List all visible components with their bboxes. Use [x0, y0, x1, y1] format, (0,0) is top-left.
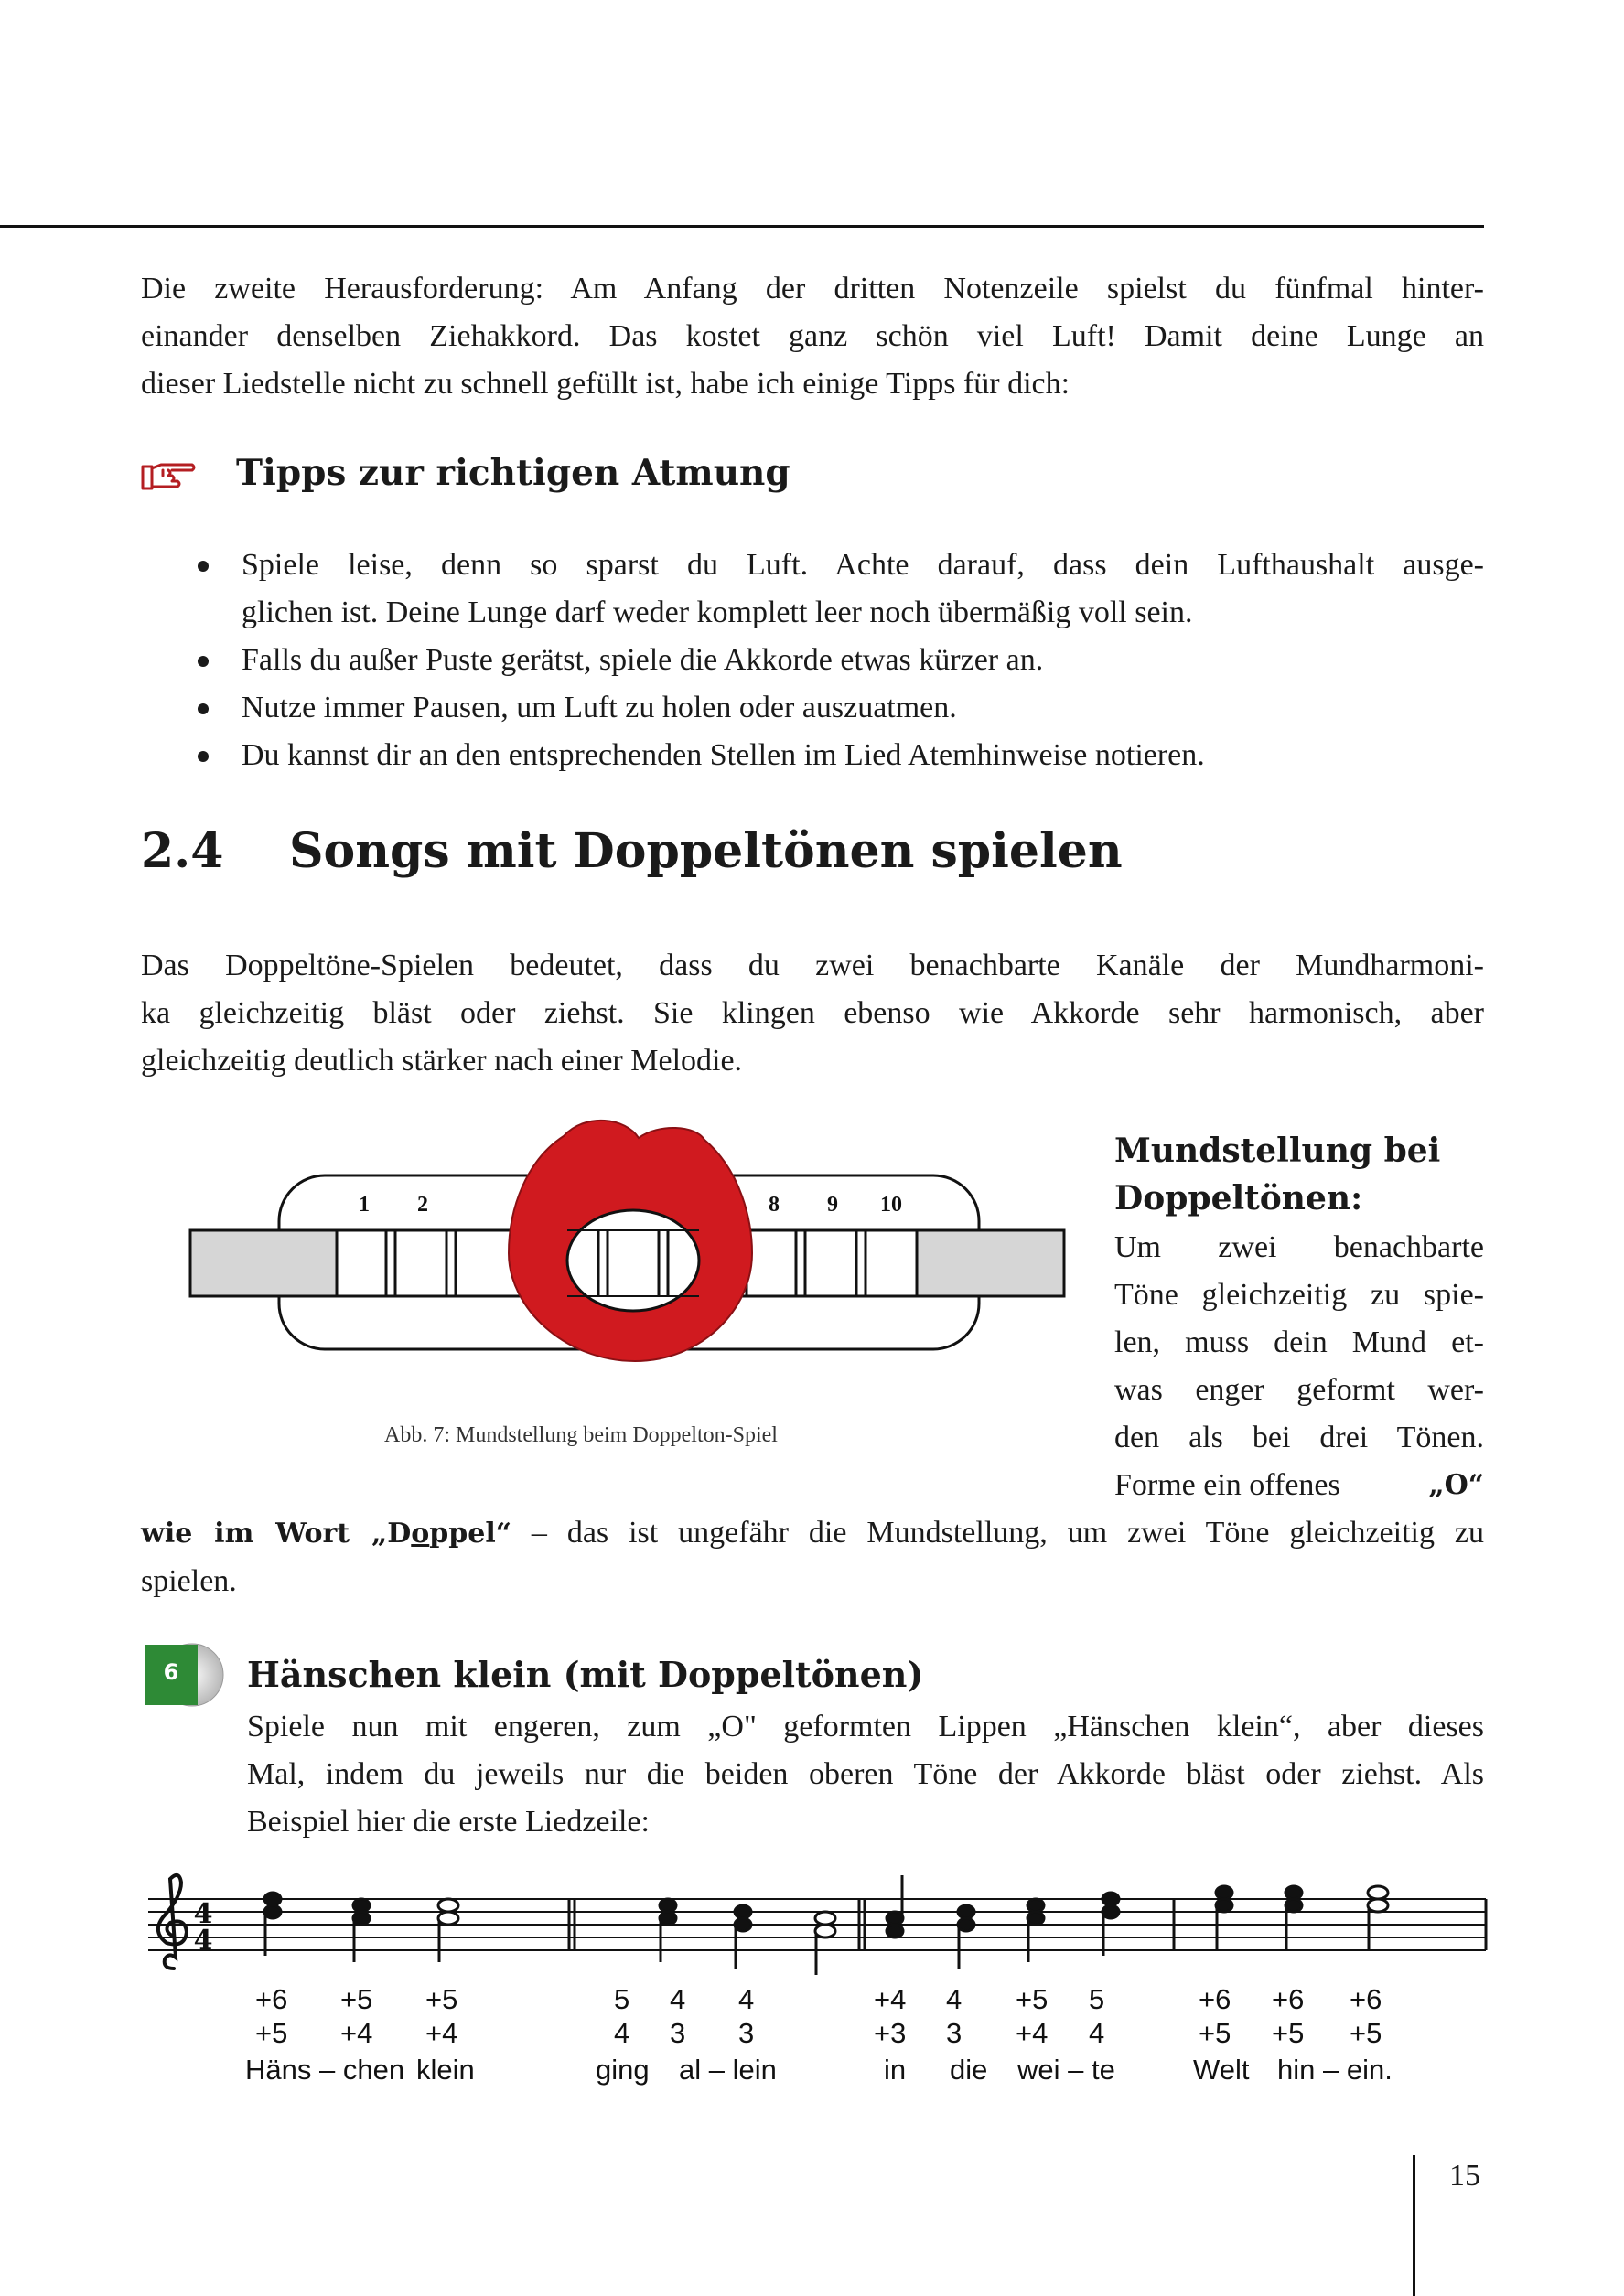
bold-phrase-b: ppel“ — [429, 1518, 511, 1550]
side-note-title-line: Mundstellung bei — [1114, 1132, 1441, 1170]
list-item-line: Nutze immer Pausen, um Luft zu holen oder auszuatmen. — [242, 691, 957, 724]
continuation-line — [141, 1509, 1484, 1558]
lyric: ging — [596, 2054, 650, 2086]
list-item-line: glichen ist. Deine Lunge darf weder komplett leer noch übermäßig voll sein. — [242, 595, 1193, 629]
tab-number: +3 — [874, 2017, 907, 2049]
tab-number: 4 — [614, 2017, 630, 2049]
lyric: Häns – chen — [245, 2054, 405, 2086]
channel-number: 10 — [880, 1193, 902, 1217]
side-note-line: Um zwei benachbarte — [1114, 1230, 1484, 1264]
tab-number: +5 — [425, 1983, 458, 2015]
tab-number: +5 — [1350, 2017, 1382, 2049]
tab-number: +5 — [1199, 2017, 1231, 2049]
tab-number: +6 — [1272, 1983, 1305, 2015]
channel-number: 1 — [359, 1193, 370, 1217]
intro-paragraph — [141, 265, 1484, 408]
bold-phrase-a: wie im Wort „D — [141, 1518, 412, 1550]
half-note-dyad — [438, 1899, 458, 1962]
intro-line: einander denselben Ziehakkord. Das kostet ganz schön viel Luft! Damit deine Lunge an — [141, 319, 1484, 353]
side-note-line — [1114, 1462, 1484, 1509]
side-note-line-text: Forme ein offenes — [1114, 1468, 1340, 1502]
list-item — [141, 637, 1484, 684]
lyric: Welt — [1193, 2054, 1250, 2086]
lyric: klein — [416, 2054, 475, 2086]
tab-number: +4 — [874, 1983, 907, 2015]
section-title: Songs mit Doppeltönen spielen — [289, 823, 1123, 879]
song-line: Mal, indem du jeweils nur die beiden oberen Töne der Akkorde bläst oder ziehst. Als — [247, 1757, 1484, 1791]
figure-caption: Abb. 7: Mundstellung beim Doppelton-Spiel — [384, 1423, 778, 1447]
tab-number: 4 — [1089, 2017, 1105, 2049]
tab-number: +5 — [340, 1983, 373, 2015]
list-item — [141, 684, 1484, 732]
side-note-line: Töne gleichzeitig zu spie- — [1114, 1278, 1484, 1312]
side-note-line: len, muss dein Mund et- — [1114, 1325, 1484, 1359]
note-dyad — [1285, 1886, 1302, 1949]
section-line: ka gleichzeitig bläst oder ziehst. Sie klingen ebenso wie Akkorde sehr harmonisch, aber — [141, 996, 1484, 1030]
song-title: Hänschen klein (mit Doppeltönen) — [247, 1654, 924, 1695]
section-paragraph — [141, 942, 1484, 1085]
note-dyad — [660, 1899, 676, 1962]
continuation-text: – das ist ungefähr die Mundstellung, um zwei Töne gleichzeitig zu — [511, 1516, 1484, 1550]
tab-number: 5 — [1089, 1983, 1105, 2015]
track-number: 6 — [163, 1659, 179, 1685]
tab-number: 4 — [946, 1983, 963, 2015]
tab-number: +5 — [1272, 2017, 1305, 2049]
note-dyad — [353, 1899, 370, 1962]
tab-number: +6 — [1199, 1983, 1231, 2015]
section-line: Das Doppeltöne-Spielen bedeutet, dass du zwei benachbarte Kanäle der Mundharmoni- — [141, 949, 1484, 982]
list-item-line: Spiele leise, denn so sparst du Luft. Achte darauf, dass dein Lufthaushalt ausge- — [242, 548, 1484, 582]
tab-number: +6 — [1350, 1983, 1382, 2015]
half-note-dyad — [1368, 1886, 1388, 1949]
channel-number: 9 — [827, 1193, 838, 1217]
time-signature-top: 4 — [193, 1898, 213, 1930]
side-note-line: was enger geformt wer- — [1114, 1373, 1484, 1407]
bold-phrase-underlined: o — [411, 1518, 430, 1550]
list-item — [141, 542, 1484, 637]
tips-list — [141, 542, 1484, 779]
lyric: al – lein — [679, 2054, 777, 2086]
side-note-text — [1114, 1224, 1484, 1509]
section-line: gleichzeitig deutlich stärker nach einer Melodie. — [141, 1044, 743, 1078]
tab-number: 5 — [614, 1983, 630, 2015]
song-line: Beispiel hier die erste Liedzeile: — [247, 1805, 650, 1839]
intro-line: dieser Liedstelle nicht zu schnell gefüllt ist, habe ich einige Tipps für dich: — [141, 367, 1070, 401]
tab-number: +4 — [425, 2017, 458, 2049]
lyrics-row — [0, 2054, 1624, 2090]
lyric: hin – ein. — [1277, 2054, 1393, 2086]
side-note-title — [1114, 1127, 1440, 1222]
intro-line: Die zweite Herausforderung: Am Anfang der dritten Notenzeile spielst du fünfmal hinter- — [141, 272, 1484, 306]
note-dyad — [1216, 1886, 1232, 1949]
harmonica-figure — [183, 1116, 1080, 1363]
handle-left — [190, 1230, 337, 1296]
tab-number: 4 — [670, 1983, 686, 2015]
page-number: 15 — [1449, 2159, 1480, 2193]
tab-number: +4 — [340, 2017, 373, 2049]
note-dyad — [1027, 1899, 1044, 1962]
channel-number: 2 — [417, 1193, 428, 1217]
tab-number: 4 — [738, 1983, 755, 2015]
tab-number: 3 — [738, 2017, 755, 2049]
pointing-hand-icon — [141, 459, 198, 494]
cd-track-icon — [145, 1643, 225, 1707]
song-line: Spiele nun mit engeren, zum „O" geformten Lippen „Hänschen klein“, aber dieses — [247, 1710, 1484, 1743]
lyric: die — [950, 2054, 988, 2086]
side-note-continuation — [141, 1509, 1484, 1605]
music-staff — [137, 1866, 1491, 1994]
margin-rule — [1413, 2155, 1415, 2296]
tab-upper-row — [0, 1983, 1624, 2020]
lyric: wei – te — [1017, 2054, 1115, 2086]
note-dyad — [887, 1875, 903, 1937]
channel-number: 8 — [769, 1193, 780, 1217]
side-note-line: den als bei drei Tönen. — [1114, 1421, 1484, 1454]
header-rule — [0, 225, 1484, 228]
tab-number: +4 — [1016, 2017, 1049, 2049]
tab-number: +6 — [255, 1983, 288, 2015]
bold-quote: „O“ — [1428, 1469, 1484, 1501]
tips-title: Tipps zur richtigen Atmung — [236, 452, 790, 494]
tab-lower-row — [0, 2017, 1624, 2054]
time-signature-bottom: 4 — [193, 1925, 213, 1957]
list-item-line: Falls du außer Puste gerätst, spiele die Akkorde etwas kürzer an. — [242, 643, 1044, 677]
tab-number: 3 — [946, 2017, 963, 2049]
half-note-dyad — [815, 1912, 835, 1975]
tab-number: +5 — [1016, 1983, 1049, 2015]
lyric: in — [884, 2054, 907, 2086]
treble-clef-icon — [158, 1875, 187, 1969]
tab-number: 3 — [670, 2017, 686, 2049]
tab-number: +5 — [255, 2017, 288, 2049]
list-item — [141, 732, 1484, 779]
continuation-line: spielen. — [141, 1564, 237, 1598]
handle-right — [917, 1230, 1064, 1296]
side-note-title-line: Doppeltönen: — [1114, 1179, 1363, 1218]
song-paragraph — [247, 1703, 1484, 1846]
section-number: 2.4 — [141, 823, 224, 879]
list-item-line: Du kannst dir an den entsprechenden Stellen im Lied Atemhinweise notieren. — [242, 738, 1205, 772]
